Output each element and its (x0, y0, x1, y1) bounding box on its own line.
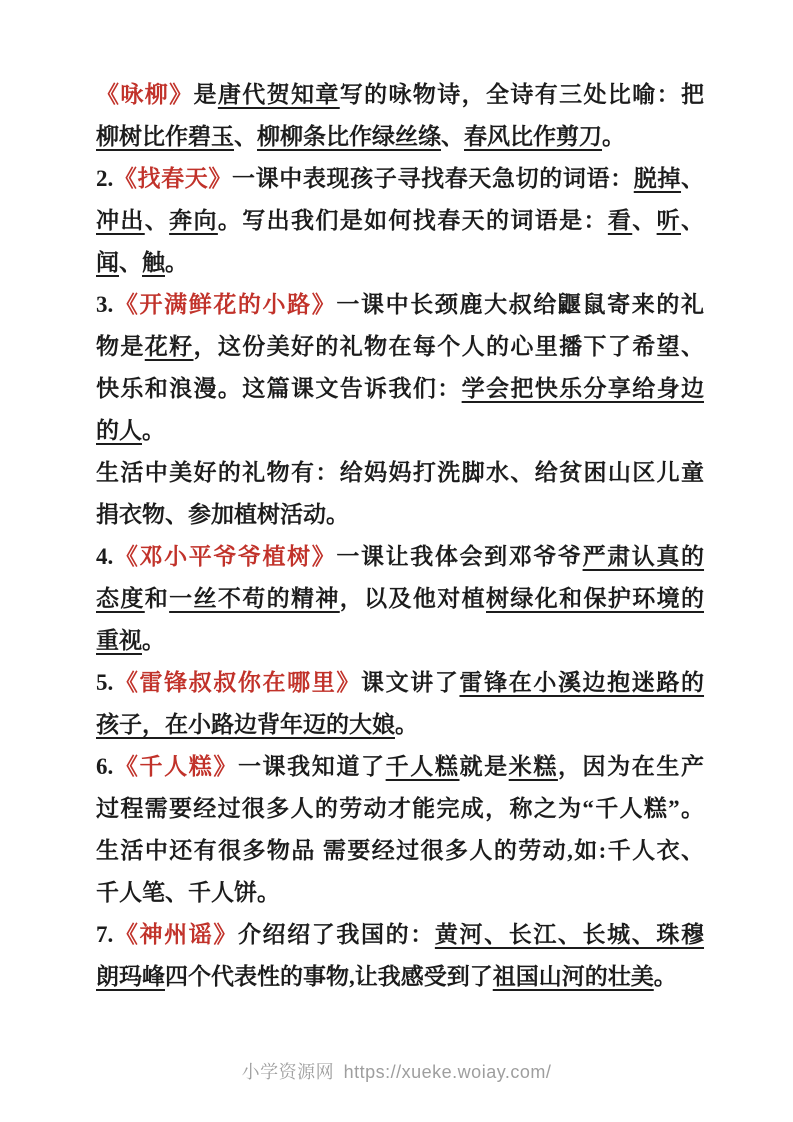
text-segment: 、 (632, 208, 657, 233)
underlined-key-phrase: 雷锋在小溪边抱迷路的 (459, 670, 705, 695)
text-line (96, 116, 704, 158)
lesson-title: 《找春天》 (113, 166, 233, 191)
underlined-key-phrase: 态度 (96, 586, 145, 611)
text-line (96, 914, 704, 956)
text-segment: ，这份美好的礼物在每个人的心里播下了希望、 (193, 334, 704, 359)
underlined-key-phrase: 朗玛峰 (96, 964, 165, 989)
document-body (96, 74, 704, 998)
underlined-key-phrase: 的人 (96, 418, 142, 443)
underlined-key-phrase: 树绿化和保护环境的 (486, 586, 704, 611)
text-segment: 一课让我体会到邓爷爷 (336, 544, 583, 569)
underlined-key-phrase: 看 (607, 208, 633, 233)
underlined-key-phrase: 学会把快乐分享给身边 (461, 376, 704, 401)
text-segment: 、 (234, 124, 257, 149)
text-segment: 。 (653, 964, 677, 989)
footer-site-name: 小学资源网 (241, 1062, 335, 1082)
underlined-key-phrase: 花籽 (144, 334, 194, 359)
text-line (96, 242, 704, 284)
lesson-title: 《神州谣》 (113, 922, 238, 947)
text-segment: 写的咏物诗，全诗有三处比喻：把 (339, 82, 704, 107)
text-segment: 。 (142, 418, 165, 443)
text-line (96, 830, 704, 872)
underlined-key-phrase: 一丝不苟的精神 (169, 586, 340, 611)
text-line (96, 662, 704, 704)
text-segment: 6. (96, 754, 114, 779)
text-line (96, 74, 704, 116)
page-footer (0, 1058, 793, 1084)
text-segment: 。写出我们是如何找春天的词语是： (217, 208, 608, 233)
text-segment: 一课我知道了 (237, 754, 386, 779)
text-line (96, 536, 704, 578)
text-segment: 2. (96, 166, 114, 191)
text-line (96, 158, 704, 200)
text-segment: 生活中还有很多物品 需要经过很多人的劳动,如:千人衣、 (96, 838, 704, 863)
text-segment: 、 (441, 124, 464, 149)
text-segment: 、 (144, 208, 170, 233)
underlined-key-phrase: 祖国山河的壮美 (492, 964, 654, 989)
text-segment: 3. (96, 292, 114, 317)
underlined-key-phrase: 脱掉 (633, 166, 682, 191)
text-segment: 四个代表性的事物,让我感受到了 (165, 964, 493, 989)
text-line (96, 746, 704, 788)
text-segment: 一课中表现孩子寻找春天急切的词语： (232, 166, 634, 191)
text-segment: 生活中美好的礼物有：给妈妈打洗脚水、给贫困山区儿童 (96, 460, 704, 485)
text-segment: 快乐和浪漫。这篇课文告诉我们： (96, 376, 462, 401)
underlined-key-phrase: 重视 (96, 628, 142, 653)
text-line (96, 578, 704, 620)
text-segment: 就是 (459, 754, 509, 779)
footer-url: https://xueke.woiay.com/ (343, 1062, 552, 1082)
underlined-key-phrase: 严肃认真的 (582, 544, 705, 569)
text-segment: 一课中长颈鹿大叔给鼴鼠寄来的礼 (336, 292, 705, 317)
underlined-key-phrase: 春风比作剪刀 (464, 124, 602, 149)
text-line (96, 200, 704, 242)
text-line (96, 452, 704, 494)
underlined-key-phrase: 柳柳条比作绿丝绦 (257, 124, 441, 149)
text-segment: 介绍绍了我国的： (237, 922, 435, 947)
underlined-key-phrase: 米糕 (508, 754, 558, 779)
text-line (96, 494, 704, 536)
text-segment: 、 (681, 208, 704, 233)
text-segment: 物是 (96, 334, 145, 359)
text-segment: 4. (96, 544, 114, 569)
text-line (96, 704, 704, 746)
text-segment: 、 (119, 250, 142, 275)
lesson-title: 《千人糕》 (113, 754, 238, 779)
underlined-key-phrase: 闻 (96, 250, 119, 275)
text-segment: 和 (144, 586, 170, 611)
text-line (96, 956, 704, 998)
text-segment: 。 (165, 250, 188, 275)
text-line (96, 284, 704, 326)
text-segment: ，因为在生产 (557, 754, 705, 779)
lesson-title: 《开满鲜花的小路》 (113, 292, 337, 317)
text-line (96, 368, 704, 410)
underlined-key-phrase: 柳树比作碧玉 (96, 124, 234, 149)
underlined-key-phrase: 黄河、长江、长城、珠穆 (434, 922, 705, 947)
lesson-title: 《雷锋叔叔你在哪里》 (113, 670, 362, 695)
text-segment: 。 (602, 124, 625, 149)
text-segment: ，以及他对植 (339, 586, 486, 611)
text-line (96, 410, 704, 452)
text-segment: 。 (142, 628, 165, 653)
underlined-key-phrase: 唐代贺知章 (217, 82, 340, 107)
text-segment: 、 (681, 166, 705, 191)
underlined-key-phrase: 触 (142, 250, 165, 275)
lesson-title: 《邓小平爷爷植树》 (113, 544, 337, 569)
text-segment: 捐衣物、参加植树活动。 (96, 502, 349, 527)
text-segment: 千人笔、千人饼。 (96, 880, 280, 905)
text-line (96, 788, 704, 830)
text-line (96, 326, 704, 368)
underlined-key-phrase: 千人糕 (385, 754, 460, 779)
text-segment: 7. (96, 922, 114, 947)
text-segment: 课文讲了 (361, 670, 460, 695)
text-segment: 。 (395, 712, 418, 737)
underlined-key-phrase: 冲出 (96, 208, 145, 233)
text-segment: 是 (193, 82, 218, 107)
underlined-key-phrase: 奔向 (169, 208, 218, 233)
lesson-title: 《咏柳》 (96, 82, 194, 107)
text-segment: 5. (96, 670, 114, 695)
underlined-key-phrase: 孩子，在小路边背年迈的大娘 (96, 712, 395, 737)
text-line (96, 872, 704, 914)
text-segment: 过程需要经过很多人的劳动才能完成，称之为“千人糕”。 (96, 796, 704, 821)
underlined-key-phrase: 听 (656, 208, 681, 233)
text-line (96, 620, 704, 662)
